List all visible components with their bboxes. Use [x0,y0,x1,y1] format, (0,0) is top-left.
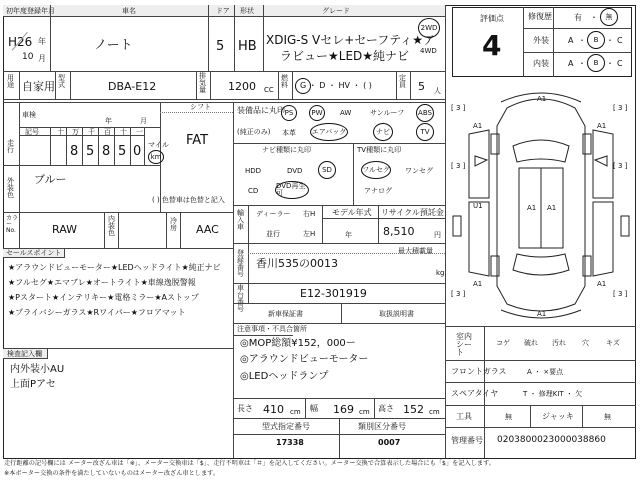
sheet-item-3: 汚れ [552,339,566,347]
displacement-value: 1200 [228,80,256,93]
mileage-unit-4: 百 [104,128,111,136]
vin-label: 車台番号 [237,284,244,313]
equip-leather: 本革 [282,129,296,137]
repair-no-circle: 無 [600,8,618,26]
mileage-unit-1: 十 [57,128,64,136]
ext-color-note: ( ) 色替車は色替と記入 [152,196,225,204]
exterior-dot1: ・ [578,36,586,45]
exterior-c: C [617,36,623,45]
diag-label-right-top: A1 [597,122,607,130]
color-code-label: カラー No. [6,215,19,234]
equip-abs-circle: ABS [416,104,434,122]
shift-value: FAT [186,133,209,148]
navi-hdd: HDD [245,167,262,175]
ext-color-value: ブルー [34,173,67,186]
equip-sunroof: サンルーフ [370,109,405,117]
score-value: 4 [482,29,502,62]
warranty-manual-label: 取扱説明書 [379,310,414,318]
fuel-options: G ・ D ・ HV ・ ( ) [300,81,372,90]
sales-point-1: ★アラウンドビューモーター★LEDヘッドライト★純正ナビ [8,263,221,272]
diag-bracket-tl: [ 3 ] [451,104,466,112]
car-name-label: 車名 [122,7,136,15]
inspection-month-unit: 月 [140,117,147,125]
model-year-label: モデル年式 [332,208,372,217]
mileage-digit-3: 8 [102,144,111,159]
warranty-new-label: 新車保証書 [268,310,303,318]
doors-label: ドア [216,7,230,15]
equip-ps-circle: PS [281,105,297,121]
displacement-unit: CC [264,86,274,94]
note-line-2: ◎アラウンドビューモーター [240,354,369,365]
first-reg-month: 10 [22,52,34,62]
mileage-unit-2: 万 [72,128,79,136]
max-load-label: 最大積載量 [398,247,433,255]
length-unit: cm [290,408,301,416]
model-label: 型式 [58,74,65,89]
import-parallel: 並行 [266,230,280,238]
fuel-g-circle [295,78,311,94]
interior-dot2: ・ [606,59,614,68]
color-code-value: RAW [52,223,77,236]
exterior-dot2: ・ [606,36,614,45]
jack-label: ジャッキ [542,412,574,421]
category-label: 類別区分番号 [358,422,406,431]
interior-b-circle: B [587,54,605,72]
front-glass-label: フロントガラス [451,367,507,376]
recycle-value: 8,510 [383,225,415,238]
spare-tire-value: T ・ 修理KIT ・ 欠 [523,390,583,398]
shape-label: 形状 [240,7,254,15]
mileage-km-circle: km [148,150,164,164]
doors: 5 [216,39,225,54]
exterior-label: 外装 [533,36,549,45]
diag-label-bottom: A1 [537,310,547,318]
drive-4wd: 4WD [420,47,437,55]
sheet-item-2: 破れ [524,339,538,347]
import-right: 右H [303,210,316,218]
interior-color-label: 内装色 [108,215,115,237]
control-label: 管理番号 [451,436,483,445]
grade-line2: ラビュー★LED★純ナビ [280,49,410,63]
first-reg-year: H26 [8,35,33,49]
sheet-item-1: コゲ [496,339,510,347]
front-glass-value: A ・ ×要点 [527,368,564,376]
equip-tv-circle: TV [416,123,434,141]
diag-bracket-bl: [ 3 ] [451,290,466,298]
sales-point-4: ★プライバシーガラス★Rワイパー★フロアマット [8,308,186,317]
control-value: 0203800023000038860 [497,435,606,445]
height-value: 152 [403,403,424,416]
interior-c: C [617,59,623,68]
equip-navi-circle: ナビ [373,123,393,141]
sales-point-2: ★フルセグ★エマブレ★オートライト★車線逸脱警報 [8,278,196,287]
length-label: 長さ [237,404,253,413]
mileage-unit-6: 一 [136,128,143,136]
navi-dvd-playback-circle: DVD再生可 [275,181,309,199]
navi-cd: CD [248,187,259,195]
category-value: 0007 [378,438,401,447]
mileage-digit-1: 8 [70,144,79,159]
repair-label: 修復歴 [528,12,552,21]
note-line-3: ◎LEDヘッドランプ [240,371,329,382]
diag-bracket-ml: [ 3 ] [451,162,466,170]
mileage-digit-5: 0 [133,144,142,159]
spare-tire-label: スペアタイヤ [451,389,499,398]
diag-label-left-mid: U1 [473,202,483,210]
exterior-a: A [568,36,574,45]
first-reg-month-unit: 月 [38,54,46,63]
vin-value: E12-301919 [300,287,367,300]
diag-label-center-left: A1 [527,204,537,212]
exterior-b-circle: B [587,31,605,49]
equip-aw: AW [340,109,352,117]
displacement-label: 排気量 [199,72,206,94]
capacity-label: 定員 [399,74,406,89]
sheet-item-4: 穴 [582,339,589,347]
ac-label: 冷房 [170,217,177,232]
mileage-unit-mile: マイル [148,141,169,149]
width-unit: cm [359,408,370,416]
tv-title: TV種類に丸印 [357,146,402,154]
car-diagram [447,86,636,322]
note-line-1: ◎MOP総額¥152，000ー [240,338,356,349]
repair-opt-yes: 有 [574,13,582,22]
inspection-year-unit: 年 [105,117,112,125]
jack-value: 無 [604,413,611,421]
recycle-label: リサイクル預託金 [381,208,444,217]
tv-fullseg-circle: フルセグ [361,161,391,179]
mileage-digit-2: 5 [86,144,95,159]
ext-color-label: 外装色 [7,177,14,199]
score-label: 評価点 [480,14,504,23]
tv-analog: アナログ [364,187,392,195]
shape: HB [238,39,257,54]
height-label: 高さ [378,404,394,413]
car-name: ノート [94,38,133,53]
max-load-unit: kg [436,269,445,277]
notes-label: 注意事項・不具合箇所 [237,325,307,333]
recycle-unit: 円 [434,231,441,239]
equipment-title: 装備品に丸印 [237,106,285,115]
registration-label: 登録番号 [237,249,244,278]
type-designation-value: 17338 [276,438,304,447]
first-reg-label: 初年度登録年月 [6,7,55,15]
diag-label-right-bot: A1 [597,280,607,288]
diag-bracket-br: [ 3 ] [613,290,628,298]
mileage-unit-3: 千 [88,128,95,136]
interior-sheet-label: 室内シート [456,332,472,357]
fuel-label: 燃料 [281,74,288,89]
equipment-subtitle: (純正のみ) [237,128,271,136]
interior-dot1: ・ [578,59,586,68]
diag-bracket-mr: [ 3 ] [613,162,628,170]
first-reg-year-unit: 年 [38,37,46,46]
height-unit: cm [429,408,440,416]
import-left: 左H [303,230,316,238]
inspector-notes-label: 検査記入欄 [7,350,42,358]
footer-line-1: 走行距離の記号欄には メーター改ざん車は「※」、メーター交換車は「$」、走行不明車は「＃」を記入してください。メーター交換で合算表示した場合にも「$」を記入します。 [4,460,495,467]
model-year-unit: 年 [345,231,352,239]
capacity-value: 5 [418,80,425,93]
navi-sd-circle: SD [318,161,336,179]
import-label: 輸入車 [237,209,244,231]
use-label: 用途 [7,74,14,89]
mileage-label: 走行 [7,139,14,154]
grade-label: グレード [322,7,350,15]
width-value: 169 [333,403,354,416]
footer-line-2: ※本ボーター交換の条件を満たしていないものはメーター改ざん車とします。 [4,470,220,477]
sales-point-3: ★Pスタート★インテリキー★電格ミラー★Aストップ [8,293,199,302]
mileage-digit-4: 5 [118,144,127,159]
equip-airbag-circle: エアバック [310,123,348,141]
registration-value: 香川535の0013 [256,257,338,270]
mileage-unit-5: 十 [120,128,127,136]
interior-label: 内装 [533,59,549,68]
equip-pw-circle: PW [309,105,325,121]
tv-oneseg: ワンセグ [405,167,433,175]
inspector-note-2: 上面Pアセ [10,379,56,390]
mileage-unit-0: 記号 [25,128,39,136]
drive-2wd-circle: 2WD [418,18,440,38]
length-value: 410 [263,403,284,416]
sales-points-label: セールスポイント [6,249,62,257]
diag-label-left-bot: A1 [473,280,483,288]
repair-dot: ・ [590,13,598,22]
tools-label: 工具 [456,412,472,421]
type-designation-label: 型式指定番号 [262,422,310,431]
import-dealer: ディーラー [256,210,291,218]
use-value: 自家用 [22,80,55,93]
width-label: 幅 [310,404,318,413]
diag-label-top: A1 [537,95,547,103]
capacity-unit: 人 [434,87,441,95]
shift-label: シフト [190,103,211,111]
navi-title: ナビ種類に丸印 [262,146,311,154]
interior-a: A [568,59,574,68]
sheet-item-5: キズ [606,339,620,347]
diag-bracket-tr: [ 3 ] [613,104,628,112]
inspection-label: 車検 [22,111,36,119]
grade-line1: XDIG-S Vセレ+セーフティ★ア [266,33,436,47]
diag-label-left-top: A1 [473,122,483,130]
tools-value: 無 [505,413,512,421]
inspector-note-1: 内外装小AU [10,364,65,375]
diag-label-center-right: A1 [547,204,557,212]
ac-value: AAC [196,223,219,236]
model-value: DBA-E12 [108,80,157,93]
navi-dvd: DVD [287,167,303,175]
